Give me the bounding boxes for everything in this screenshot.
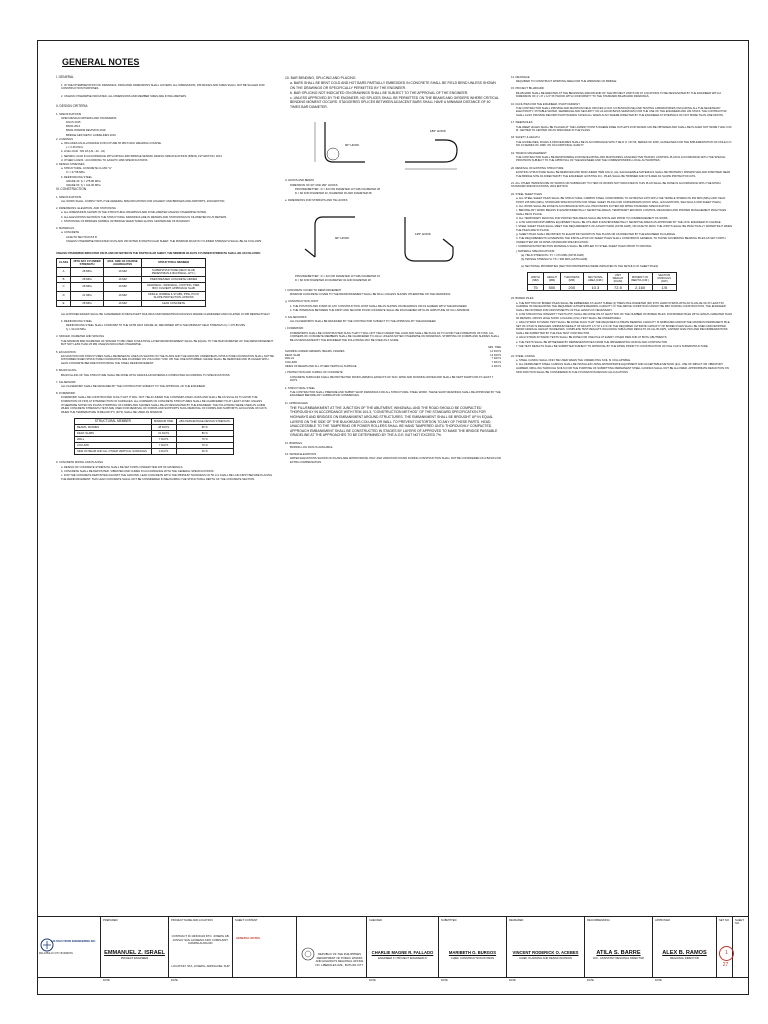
note-item: BORING LOG DATA IS AVAILABLE: [290, 445, 333, 449]
note-item: 9. CONCRETE MIXING AND PLACING: [56, 461, 104, 465]
page-title: GENERAL NOTES: [62, 57, 140, 67]
note-item: d. OTHER LOADS : ACCORDING TO AASHTO 1996 SPECIFICATIONS: [61, 158, 148, 162]
note-item: BILLBOARD SHALL BE ERECTED AT THE BEGINNING AND/OR END OF THE PROJECT LIMITS OR AT LOCATIONS TO BE DESIGNATED BY THE ENGINEER WITH A DIMENSION OF 4' x 8' x 1/4" PLYWOOD WITH CONFORMITY TO THE STANDARD BILLBOARD DRAWINGS.: [516, 91, 721, 99]
note-item: BACKFILLING OF THE STRUCTURE SHALL BE DONE WITH GRANULAR MATERIALS COMPACTED ACCORDING TO SPECIFICATIONS.: [61, 373, 231, 377]
date-label: DATE: [655, 979, 662, 982]
approved-label: APPROVED: [655, 919, 670, 922]
notes-column-3: [511, 76, 733, 375]
table-cell: 30 %: [176, 449, 233, 455]
recommending-cell: [585, 917, 653, 977]
table-header: SECTIONAL AREA (CM²): [583, 273, 608, 285]
hook-detail-drawing: [285, 114, 485, 174]
note-item: GRADE 60: fy = 414.00 MPa: [66, 183, 101, 187]
note-item: THE CONTRACTOR SHALL PREPARE AND SUBMIT SHOP DRAWINGS FOR ALL STRUCTURAL STEEL WORK. THESE SHOP DRAWINGS SHALL BE APPROVED BY THE ENGINEER BEFORE ANY FABRICATION COMMENCES.: [290, 390, 501, 398]
note-item: b. CONCRETE SHALL BE DEPOSITED, VIBRATED AND CURED IN ACCORDANCE WITH THE GENERAL SPECIFICATIONS.: [61, 469, 215, 473]
table-header: STRUCTURAL MEMBER: [142, 258, 206, 267]
note-item: f. THE TEST RESULTS SHALL BE SUBMITTED SUBJECT TO APPROVAL BY THE DPWH PRIOR TO CONSTRUCTION OF PILE CAP & SUPERSTRUCTURE.: [516, 344, 709, 348]
table-cell: 28 DAYS: [151, 425, 176, 431]
section-heading: II. DESIGN CRITERIA: [56, 103, 88, 108]
table-cell: 19 MM: [103, 282, 141, 291]
table-header: STRUCTURAL MEMBER: [75, 419, 152, 425]
table-header: CLASS: [57, 258, 71, 267]
note-item: 4. SPACER, DIAMETER AND SPACING: [56, 335, 105, 339]
sheet-pile-properties-table: [527, 272, 677, 291]
project-location: LOCATION: STA. JOSEPH, ADDISA DEL SUR: [171, 964, 230, 968]
note-item: THE MINIMUM BAR DIAMETER OF SPACER TO BE USED IN MULTIPLE LAYER REINFORCEMENT SHALL BE EQUAL TO THE BAR DIAMETER OF THE REINFORCEMENT BUT NOT LESS THAN 25 MM UNLESS INDICATED OTHERWISE.: [61, 339, 274, 347]
note-item: f. STEEL SHEET PILES SHALL MEET THE REQUIREMENTS OF AASHTO M202 (ASTM A328), OR AASHTO M223. THE JOINTS SHALL BE PRACTICALLY WATERTIGHT WHEN THE PILES ARE IN PLACE.: [516, 225, 733, 232]
table-cell: 200: [561, 285, 583, 291]
project-cell: [169, 917, 233, 977]
note-item: 5. EXCAVATION: [56, 350, 76, 354]
note-item: b. LOW STRAIN PILE INTEGRITY TESTS (PIT) SHALL BE DONE ON AT LEAST 50% OF THE NUMBER OF BORED PILES. FOR BORED PILES WITH LENGTH GREATER THAN 30 METERS, CROSS HOLE SONIC LOGGING (CSL) TEST SHALL BE UNDERTAKEN.: [516, 313, 733, 320]
submitted-role: CHIEF, CONSTRUCTION DIVISION: [450, 957, 495, 960]
note-item: THE CONTRACTOR SHALL PROVIDE AND MAINTAIN FIELD OFFICES (LOCK 3.0 BUNKHOUSE) AND TESTING LABORATORIES (INCLUDING ALL THE NECESSARY ELECTRICITY, POTABLE WATER, SEWERAGE AND SECURITY ON 24-HOUR BASIS SERVICES) FOR THE USE OF THE ENGINEER AND HIS STAFF. THE CONTRACTOR SHALL ALSO PROVIDE RECORD PHOTOGRAPH TAKEN ALL WHEN ALSO WHERE DIRECTED BY THE ENGINEER AT INTERVALS OF NOT MORE THAN ONE MONTH.: [516, 106, 727, 118]
table-cell: LEAN CONCRETE: [142, 300, 206, 306]
note-item: 12. BORINGS: [285, 441, 302, 445]
hook-label: 90° HOOK: [345, 142, 360, 147]
note-item: ALL FALSEWORK SHALL BE DESIGNED BY THE CONTRACTOR SUBJECT TO THE APPROVAL OF THE ENGINEER.: [61, 384, 206, 388]
note-item: 3. MATERIALS: [56, 227, 75, 231]
table-header: SECTION MODULUS (CM³): [652, 273, 676, 285]
table-cell: 28 MPa: [71, 282, 104, 291]
sheet-number-label: SHEET NO.: [735, 919, 744, 925]
note-item: d. HIGH STRAIN DYNAMIC TESTS SHALL BE DONE FOR ONE PILE AT EVERY OTHER PIER AND AT BOTH ABUTMENTS.: [516, 336, 668, 340]
date-label: DATE: [171, 979, 178, 982]
table-cell: B: [57, 276, 71, 282]
note-item: THE WEEP HOLES SHALL BE PLACED AT THE LOWEST POINTS WHERE FREE OUTLETS FOR WATER CAN BE OBTAINED AND SHALL BE PLACED NOT MORE THAN 3.00 M. CENTER TO CENTER OR AS SPECIFIED IN THE PLANS.: [516, 125, 732, 133]
recommending-label: RECOMMENDING: [587, 919, 610, 922]
title-block-divider: [37, 977, 749, 978]
note-paragraph: 2. UNLESS OTHERWISE INDICATED, ALL DIMENSIONS AND MEMBER SIZES ARE IN MILLIMETERS.: [61, 94, 187, 98]
note-item: i. FORMWORK: [285, 327, 304, 331]
date-label: DATE: [509, 979, 516, 982]
prepared-label: PREPARED: [103, 919, 118, 922]
note-item: 17. WEEPHOLES: [511, 121, 533, 125]
note-item: D = 8d FOR DIAMETER 32, DIAMETER 36 AND DIAMETER 38: [295, 191, 372, 195]
recommending-name: ATILA S. BARRE: [596, 950, 641, 956]
firm-logo-cell: [37, 917, 101, 977]
note-item: 1. THE POSITION AND FORM OF ANY CONSTRUCTION JOINT SHALL BE AS SHOWN ON DRAWINGS OR AS AGREED WITH THE ENGINEER.: [290, 304, 468, 308]
table-header: MINIMUM TIME: [151, 419, 176, 425]
table-cell: 7 DAYS: [151, 437, 176, 443]
note-item: b. ALL ELEVATIONS SHOWN IN THE STRUCTURAL DRAWINGS ARE IN METERS AND STATIONINGS IN KILOMETER PLUS METERS.: [61, 215, 227, 219]
table-header: MOMENT OF INERTIA (CM⁴): [628, 273, 652, 285]
schedule-header-label: MIN. TIME: [488, 346, 501, 350]
sheet-number-cell: [733, 917, 749, 977]
note-item: 6. BACKFILLING: [56, 369, 77, 373]
note-item: 20. REMOVAL OF EXISTING STRUCTURE: [511, 166, 564, 170]
table-cell: 19 MM: [103, 300, 141, 306]
agency-name: REPUBLIC OF THE PHILIPPINES DEPARTMENT OF PUBLIC WORKS AND HIGHWAYS REGIONAL OFFICE NO. LIBERALES AVE., BUTUAN CITY: [315, 952, 364, 967]
note-item: THE CONTRACTOR SHALL BE RESPONSIBLE FOR DEVELOPING AND MAINTAINING AN EFFECTIVE TRAFFIC CONTROL PLAN IN ACCORDANCE WITH THE SPECIAL PROVISION SUBJECT TO THE APPROVAL OF THE ENGINEER AND THE CORRESPONDING LOCAL AUTHORITIES.: [516, 155, 726, 163]
note-item: e. LOW GROUND DISTURBING EQUIPMENT SHALL BE UTILIZED IN ENVIRONMENTALLY SENSITIVE AREAS AS APPROVED BY THE CIVIL ENGINEER IN CHARGE.: [516, 221, 722, 225]
note-item: a. DESIGN OF CONCRETE STRENGTH SHALL BE SET FORTH UNDER ITEM 405 OF MATERIALS.: [61, 465, 184, 469]
sheet-total: 27: [722, 962, 729, 968]
hook-label: 90° HOOK: [335, 235, 350, 240]
note-item: c. STATIONING OF BRIDGES NORMAL OF BRIDGE WHEN TAKEN ALONG CENTERLINE OF ROADWAY.: [61, 219, 191, 223]
schedule-time: 14 DAYS: [490, 353, 501, 357]
table-cell: 19 MM: [103, 291, 141, 300]
project-description: CONTRACT ID 19NO0134 DTO, JOSEPH AB, JUNSAY SAN LAURENO FRO CUMPLAINT: DAMPALAUDG RD: [171, 934, 230, 946]
hook-detail-figure: [285, 114, 501, 176]
note-item: THE GUIDELINES, RULES & PROCEDURES SHALL BE IN ACCORDANCE WITH THE D.O. NO 56, SERIES OF 2005, GUIDELINES FOR THE IMPLEMENTATION OF DOLE D.O. NO 13 SERIES OF 1998, ON OCCUPATIONAL SAFETY.: [516, 140, 733, 148]
note-item: j. MATERIAL SPECIFICATIONS:: [516, 249, 555, 253]
date-label: DATE: [441, 979, 448, 982]
note-item: a. THE BOTTOM OF BORED PILES SHALL BE EMBEDDED AT LEAST THREE (3) TIMES PILE DIAMETER (3D) INTO HARD STRATA WITH AN N-VALUE OF AT LEAST 50 CAPABLE OF DEVELOPING THE REQUIRED ULTIMATE BEARING CAPACITY. IF THE ABOVE CONDITION CANNOT BE MET DURING CONSTRUCTION, THE ENGINEER SHALL BE NOTIFIED FOR ADJUSTMENTS OF PILE LENGTH IF NECESSARY.: [516, 301, 726, 312]
agency-cell: [297, 917, 367, 977]
note-item: ALL FALSEWORKS SHALL BE DESIGNED BY THE CONTRACTOR SUBJECT TO THE APPROVAL BY THE ENGINEER.: [290, 320, 437, 324]
note-item: 7. FALSEWORK: [56, 380, 76, 384]
note-item: c. HIGH STRAIN DYNAMIC TEST SHALL BE DONE SUCH THAT THE REQUIRED ULTIMATE BEARING CAPACITY IS MOBILIZED AND/OR THE MAXIMUM PERMANENT PILE SET OF 3/7/20 IS REACHED. MINIMUM WEIGHT OF MOUNT 1.5 TO 2.0 % OF THE REQUIRED ULTIMATE CAPACITY OF BORED PILES SHALL BE USED AND DROPPED FROM GRADUAL HEIGHT INCREASES. COMPLETE TEST RESULTS INCLUDING TABULATED RESULTS OF ALL BLOWS, CAPWAP ANALYSIS AND RECOMMENDATIONS SHALL BE SUBMITTED BY THE PILE TEST CONTRACTOR.: [516, 321, 730, 336]
hook-label: 135° HOOK: [415, 231, 431, 236]
table-header: 28% PERCENTAGE DESIGN STRENGTH: [176, 419, 233, 425]
note-item: WATER ELEVATIONS SHOWN ON PLANS ARE APPROXIMATE ONLY AND VARIATION FOUND DURING CONSTRUCTION SHALL NOT BE CONSIDERED AS A BASIS FOR EXTRA COMPENSATION.: [290, 457, 501, 464]
reviewed-cell: [507, 917, 585, 977]
note-item: a. STRUCTURAL CONCRETE CLASS "A": [61, 167, 112, 171]
sheet-content-label: SHEET CONTENT: [235, 919, 258, 922]
table-cell: 72.5: [608, 285, 629, 291]
schedule-time: 7 DAYS: [491, 361, 501, 365]
table-cell: 28 MPa: [71, 300, 104, 306]
table-cell: 3 DAYS: [151, 449, 176, 455]
note-item: b. ALL WORK SHALL BE DONE IN ACCORDANCE WITH ALL PROVISIONS IN ITEM 406 DPWH STANDARD SPECIFICATION.: [516, 204, 671, 208]
schedule-member: DECK SLAB: [285, 353, 301, 357]
checked-label: CHECKED: [369, 919, 383, 922]
title-block: [37, 916, 749, 996]
table-cell: 10.3: [583, 285, 608, 291]
notes-column-2: [285, 76, 501, 465]
note-item: c. FOR THE CONCRETE DEPOSITED AGAINST THE GROUND, LEAN CONCRETE WITH THE MINIMUM THICKNESS OF 50 mm SHALL BE LAID FIRST BEFORE PLACING THE REINFORCEMENT. THIS LEAN CONCRETE SHALL NOT BE CONSIDERED IN MEASURING THE STRUCTURAL DEPTH OF THE CONCRETE SECTION.: [61, 473, 273, 481]
table-cell: 1/5: [652, 285, 676, 291]
note-item: 24. STEEL CASING: [511, 354, 535, 358]
table-cell: 500: [543, 285, 560, 291]
note-item: h. FALSEWORKS: [285, 316, 307, 319]
concrete-class-table: [56, 258, 206, 307]
table-cell: HEADWALL, WINGWALL, FOOTING, PIER, BOX CULVERT, APPROACH SLAB: [142, 282, 206, 291]
firm-address: MALAYBALAY CITY, BUKIDNON: [39, 953, 73, 955]
note-item: 23. BORED PILES: [511, 297, 534, 301]
note-paragraph: 1. IN THE INTERPRETATION OF DRAWINGS, INDICATED DIMENSIONS SHALL GOVERN. ALL DIMENSIONS, DISTANCES AND SIZES SHALL NOT BE SCALED FOR CONSTRUCTION PURPOSES.: [61, 83, 265, 91]
note-item: g. CONSTRUCTION JOINT: [285, 300, 319, 304]
table-cell: 21 DAYS: [151, 431, 176, 437]
note-item: 2. LOADINGS: [56, 137, 73, 141]
table-header: UNIT WEIGHT (KG/M): [608, 273, 629, 285]
note-item: 2. DIMENSIONS, ELEVATION, AND STATIONING: [56, 207, 116, 211]
note-item: a. BARS SHALL BE BENT COLD AND HOT BARS PARTIALLY EMBEDDED IN CONCRETE SHALL BE FIELD BEND UNLESS SHOWN ON THE DRAWINGS OR SPECIFICALLY PERMITTED BY THE ENGINEER.: [290, 81, 496, 90]
note-item: MINIMUM CONCRETE COVER TO THE REINFORCEMENT SHALL BE 50mm UNLESS SHOWN OTHERWISE ON THE DRAWINGS.: [290, 293, 452, 297]
approved-role: REGIONAL DIRECTOR: [670, 957, 699, 960]
note-item: j. PROTECTION AND CURING OF CONCRETE: [285, 371, 343, 375]
schedule-row: [285, 365, 501, 369]
note-item: a. INCLUDES AN ALLOWANCE FOR FUTURE 50 MM THICK WEARING COURSE.: [61, 141, 162, 145]
note-item: b. REINFORCING STEEL: [61, 319, 93, 323]
note-item: 8. FORMWORK: [56, 392, 76, 396]
table-cell: 28 MPa: [71, 267, 104, 276]
schedule-time: 7 DAYS: [491, 357, 501, 361]
note-item: 18. SAFETY & HEALTH: [511, 136, 540, 140]
note-item: 2. THE INTERFACE BETWEEN THE FIRST AND SECOND POUR CONCRETE SHALL BE ROUGHENED WITH AN AMPLITUDE OF 6mm MINIMUM.: [290, 308, 470, 312]
sheet-number: 1: [719, 946, 734, 961]
note-item: 1. SPECIFICATIONS: [56, 112, 82, 116]
schedule-member: SIDES OF BEAMS AND ALL OTHER VERTICAL SURFACE: [285, 364, 357, 368]
table-header: HEIGHT (MM): [543, 273, 560, 285]
note-item: k. STRUCTURAL STEEL: [285, 386, 316, 390]
note-item: AASHTO SECTION 8.8 R: [66, 235, 97, 239]
note-item: PROVIDE/BETTER : D = 6d FOR DIAMETER 10 THRU DIAMETER 28: [295, 187, 380, 191]
note-item: ALL WORK SHALL COMPLY WITH THE GENERAL SPECIFICATIONS FOR HIGHWAY AND BRIDGES AND AIRPORTS, 2019 EDITION.: [61, 200, 226, 204]
table-cell: WALL: [75, 437, 152, 443]
note-item: PROVIDE/BETTER : D = 6d FOR DIAMETER 10 THRU DIAMETER 16: [295, 274, 380, 278]
schedule-time: 14 DAYS: [490, 349, 501, 353]
note-item: b. LIVE LOAD : MS 18 (HS - 20 - 44): [61, 150, 105, 154]
note-item: i. CORROSION PROTECTION MATERIALS SHALL BE APPLIED TO STEEL SHEET PILES PRIOR TO DRIVING.: [516, 245, 653, 249]
note-item: UNLESS OTHERWISE INDICATED ON PLANS OR NOTED IN PARTICULAR SHEET, THE MINIMUM 28-DAYS CYLINDER STRENGTH SHALL BE AS FOLLOWS:: [66, 239, 262, 243]
note-item: 19. TRAFFIC MANAGEMENT: [511, 151, 547, 155]
approved-cell: [653, 917, 717, 977]
approved-name: ALEX B. RAMOS: [662, 950, 707, 956]
note-item: c. BEFORE ANY WORK BEGINS IN ENVIRONMENTALLY SENSITIVE AREAS, TEMPORARY EROSION CONTROL MEASURES AND PROPER MANAGEMENT PRACTICES SHALL BE IN PLACE.: [516, 208, 727, 216]
set-number-label: SET NO.: [719, 919, 730, 922]
table-cell: 21 MPa: [71, 291, 104, 300]
date-label: DATE: [587, 979, 594, 982]
note-item: 16. FACILITIES FOR THE ENGINEER / PHOTOGRAPHY: [511, 102, 581, 106]
note-item: FORMWORK SHALL BE CONSTRUCTED SUCH THAT IT WILL NOT YIELD UNDER THE CONTEMPLATED LOADS AND SHALL BE AS SUCH AS TO AVOID THE FORMATION OF FINS AT INTERSECTION OF SURFACES. ALL CORNERS OF CONCRETE STRUCTURES SHALL BE CHAMFERED TO AT LEAST 20 MM. UNLESS OTHERWISE NOTED ON PLANS STRIPPING OF FORMS AND SHORES SHALL BE AS DESIGNATED BY THE ENGINEER. THE FOLLOWING WERE USED AS GUIDE WHEN CONCRETE STRENGTH TEST ARE USED FOR REMOVAL OF FORMS AND SUPPORTS SUCH REMOVAL OF FORMS AND SUPPORTS. EXCLUSIVE OF DAYS WHEN THE TEMPERATURE IS BELOW 5°C (40°F) SHALL BE USED AS MINIMUM.: [61, 396, 267, 415]
prepared-role: PROJECT ENGINEER: [120, 957, 149, 960]
note-item: a. ALL DIMENSIONS SHOWN IN THE STRUCTURAL DRAWINGS ARE IN MILLIMETER UNLESS OTHERWISE NOTED.: [61, 211, 207, 215]
note-item: 1. SPECIFICATIONS: [56, 195, 82, 199]
table-cell: 80 %: [176, 431, 233, 437]
table-cell: 2,160: [628, 285, 652, 291]
table-cell: D: [57, 291, 71, 300]
note-item: b. REINFORCING STEEL: [61, 175, 93, 179]
table-cell: SINGLE, RUBBLE & STUBS, PIPE, PCCP, SLOPE PROTECTION, APRONS: [142, 291, 206, 300]
submitted-cell: [439, 917, 507, 977]
note-item: REQUIRED TO CONSTRUCT WORKING AREA FOR THE WIDENING OF BRIDGE.: [516, 80, 618, 84]
table-cell: PRESTRESSED CONCRETE GIRDER: [142, 276, 206, 282]
firm-name: LOI SOLUTIONS ENGINEERING INC.: [51, 940, 96, 943]
note-item: GRADE 40: fy = 275.80 MPa: [66, 179, 101, 183]
stirrup-detail-figure: [285, 207, 501, 271]
note-item: a. STEEL CASING SHALL ONLY BE USED WHEN THE UNDERLYING SOIL IS COLLAPSIBLE.: [516, 359, 631, 363]
table-cell: C: [57, 282, 71, 291]
checked-role: ENGINEER II / PROJECT ENGINEER III: [378, 957, 427, 960]
note-item: D = 8d FOR DIAMETER 20 DIAMETER 32 AND DIAMETER 28: [295, 278, 371, 282]
schedule-member: SHORING UNDER GIRDERS, BEAMS, FRAMES: [285, 349, 345, 353]
table-cell: DECK SLABS: [75, 431, 152, 437]
note-item: b. ALL PERMANENT STEEL CASINGS SHALL BE INSTALLED USING APPROPRIATE EQUIPMENT AND ACCEPTABLE METHOD (E.G. USE OF IMPACT OR VIBRATORY HAMMER, DRILLING THROUGH SOILS) FOR THE PURPOSE OF SUBMITTING PERMANENT STEEL CASINGS SHALL NOT BE ALLOWED. APPROPRIATE REDUCTION ON SKIN FRICTION SHALL BE CONSIDERED IN THE FOUNDATION DESIGN CALCULATIONS.: [516, 363, 729, 374]
table-cell: 75: [528, 285, 544, 291]
note-item: 21. ALL OTHER ITEMS/SCOPE OF WORKS OR SUBSIDIARY TO ITEM OF WORKS NOT INDICATED IN THIS PLAN SHALL BE DONE IN ACCORDANCE WITH THE DPWH STANDARD SPECIFICATIONS, 2019 EDITION.: [511, 181, 721, 189]
note-item: (b) TENSILE STRENGTH: TS = 390 MPA (ASTM A328): [521, 257, 588, 261]
note-item: 11. APPROACHES: [285, 401, 308, 405]
note-item: e. THE TESTS SHALL BE WITNESSED BY REPRESENTATIVES FROM THE IMPLEMENTING OFFICE AND CONTRACTOR.: [516, 340, 668, 344]
table-cell: E: [57, 300, 71, 306]
table-row: [57, 282, 206, 291]
note-item: h. THE REQUIREMENTS GOVERNING THE INSTALLATION OF SHEET PILES SHALL CONFORM IN GENERAL TO THOSE GOVERNING BEARING PILES AS SET FORTH UNDER ITEM 400 OF DPWH STANDARD SPECIFICATION.: [516, 237, 726, 245]
note-item: b. BAR SPLICING NOT INDICATED ON DRAWINGS SHALL BE SUBJECT TO THE APPROVAL OF THE ENGINEER.: [290, 90, 469, 95]
section-heading: I. GENERAL: [56, 75, 74, 79]
sheet-content-cell: [233, 917, 297, 977]
prepared-cell: [101, 917, 169, 977]
sheet-content-value: GENERAL NOTES: [236, 936, 261, 940]
note-item: 10. BAR BENDING, SPLICING AND PLACING: [285, 76, 356, 80]
note-item: 22. STEEL SHEET PILES: [511, 192, 542, 196]
note-item: BSDS INTERIM REVISION 2019: [66, 129, 106, 133]
note-item: FORMWORKS SHALL BE CONSTRUCTED SUCH THAT IT WILL NOT YIELD UNDER THE LOAD AND SHALL BE SUCH AS TO AVOID THE FORMATION OF FINS. ALL CORNERS OF CONCRETE MEMBERS SHALL BE CHAMFERED TO 20mm UNLESS NOTED OTHERWISE ON DRAWINGS. STRIPPING OF FORMS AND SHORES SHALL BE AS DESIGNATED BY THE ENGINEER THE FOLLOWING MAY BE USED AS A GUIDE: [290, 331, 500, 343]
notes-column-1: [56, 76, 274, 482]
table-row: [57, 300, 206, 306]
table-cell: BEAMS, FRAMES: [75, 425, 152, 431]
reviewed-role: CHIEF, PLANNING AND DESIGN DIVISION: [519, 957, 572, 960]
table-row: [75, 449, 234, 455]
table-caption: UNLESS OTHERWISE INDICATED ON PLANS OR NOTED IN THE PARTICULAR SHEET, THE MINIMUM 28-DAYS CYLINDER STRENGTH SHALL BE AS FOLLOWS:: [56, 251, 261, 255]
note-item: g. SHEET PILES SHALL BE DRIVEN TO ELEVATION SHOWN IN THE PLANS OR AS DIRECTED BY THE ENGINEER IN-CHARGE.: [516, 233, 676, 237]
note-item: ALL EXPOSED EDGES SHALL BE CHAMFERED 20 MM EXCEPT RAILINGS AND PEDESTRIAN RAILINGS WHERE CHAMFERED AND FILLETED 10 MM RESPECTIVELY.: [61, 312, 271, 316]
date-label: DATE: [103, 979, 110, 982]
table-cell: SUPERSTRUCTURE (DECK SLAB, PEDESTRIAN & BACKWALL, ETC.): [142, 267, 206, 276]
table-row: [528, 285, 677, 291]
table-header: WIDTH (MM): [528, 273, 544, 285]
note-item: 15. PROJECT BILLBOARD: [511, 87, 544, 91]
reviewed-name: VINCENT RODERICK O. ACEBES: [512, 950, 579, 955]
note-item: EXCAVATION FOR STRUCTURES SHALL BE BENEATH LINES AS SHOWN ON THE PLANS AND THE GROUND UNDERNEATH STRUCTURE FOUNDATION SHALL NOT BE DISTURBED WHEN STRUCTURE FOUNDATION ARE FOUNDED ON VOLCANIC TUFF OR THE ONE DISTURBED, GRADE SHALL BE REMOVED AND PLUGGED WITH LEAN CONCRETE BEFORE POSITIONING THE STEEL REINFORCEMENT.: [61, 354, 274, 366]
note-item: d. ALL TEMPORARY FENCING FOR PROTECTED AREAS SHALL BE INSTALLED PRIOR TO COMMENCEMENT OF WORK.: [516, 216, 669, 220]
table-cell: COLUMN: [75, 443, 152, 449]
prepared-name: EMMANUEL Z. ISRAEL: [104, 950, 165, 956]
note-item: c. UNLESS APPROVED BY THE ENGINEER, NO SPLICES SHALL BE PERMITTED ON THE BEAMS AND GIRDERS WHERE CRITICAL BENDING MOMENT OCCURS. STAGGERED SPLICES BETWEEN ADJACENT BARS SHALL HAVE A MINIMUM DISTANCE OF 40 TIMES BAR DIAMETER.: [290, 95, 499, 110]
note-item: a. ALL STEEL SHEET PILES SHALL BE STRUCTURAL CARBON STEEL CONFORMING TO ASTM/JIS/A 1979 WITH THE TENSILE STRENGTH 390 MPA (MPa) AND YIELD POINT 235 MPA (MPa), STANDARD SPECIFICATION FOR STEEL SHEET PILING FOR COFFERDAMS (DOCK WALL, EXCAVATIONS, SEA WALLS AND SHEET PILES).: [516, 196, 726, 204]
table-row: [57, 291, 206, 300]
note-item: f'c = 27.58 MPa: [66, 171, 85, 175]
note-item: REINFORCING STEEL SHALL CONFORM TO THE ASTM A615 GRADE 40, DEFORMED WITH THE MINIMUM YIELD STRENGTH fy = 275.80 MPa: [66, 324, 245, 328]
note-item: DIMENSION OF 90° AND 180° HOOKS: [290, 183, 338, 187]
checked-name: CHARLIE MAGNE R. FALLADO: [371, 950, 434, 955]
table-cell: SIDE OF BEAM AND ALL OTHER VERTICAL SURFACES: [75, 449, 152, 455]
note-item: DGCS 2015: [66, 120, 81, 124]
note-item: BSDS 2013: [66, 125, 81, 129]
note-item: 13. WATER ELEVATIONS: [285, 452, 317, 456]
table-cell: A: [57, 267, 71, 276]
table-header: 28TH DAY CYLINDER STRENGTH: [71, 258, 104, 267]
submitted-label: SUBMITTED: [441, 919, 457, 922]
note-item: f. CONCRETE COVER TO REINFORCEMENT: [285, 288, 342, 292]
note-item: fy = 414.00 MPa: [66, 328, 86, 332]
table-cell: 19 MM: [103, 267, 141, 276]
table-header: THICKNESS (MM): [561, 273, 583, 285]
note-item: d. HOOKS AND BENDS: [285, 179, 314, 183]
table-cell: 28 MPa: [71, 276, 104, 282]
checked-cell: [367, 917, 439, 977]
note-item: THE FILL/EMBANKMENT AT THE JUNCTION OF THE ABUTMENT, WINGWALL AND THE ROAD SHOULD BE COMPACTED THOROUGHLY IN ACCORDANCE WITH ITEM 104-3, "CONSTRUCTION METHOD" OF THE STANDARD SPECIFICATION FOR HIGHWAYS AND BRIDGES ON EMBANKMENT AROUND STRUCTURES. THE EMBANKMENT SHALL BE BROUGHT UP IN EQUAL LAYERS ON THE SIDE OF THE BULKHEADS COLUMN OR WALL TO PREVENT DISTORTION TO ANY OF THESE PARTS. HEAD UNACCESSIBLE TO THE TAMPERING OR POWER ROLLERS SHALL BE HAND TAMPERED UNTIL THOROUGHLY COMPACTED. APPROACH EMBANKMENT SHALL BE CONSTRUCTED IN STAGES BY LAYERS OF APPROVED TO MAKE THE BRIDGE PASSABLE GRADELINE AT THE APPROACHES TO BE DETERMINED BY THE A.O.E. BUT NOT EXCEED 7%.: [290, 405, 498, 438]
table-cell: 70 %: [176, 443, 233, 449]
schedule-member: WALLS: [285, 357, 295, 361]
note-item: EXISTING STRUCTURE SHALL BE REMOVED AND PAID UNDER ITEM 101(1). ALL SALVAGEABLE MATERIALS SHALL BE PROPERLY DISMANTLED AND DISPOSED NEAR THE BRIDGE SITE AS DIRECTED BY THE ENGINEER. EXISTING R.C. PILES SHALL BE TRIMMED AND UTILIZED AS SLOPE PROTECTION AT/1.: [516, 170, 731, 178]
section-heading: III. CONSTRUCTION: [56, 187, 87, 192]
note-item: γ = 2.36 KN/m: [66, 146, 84, 150]
formwork-removal-table: [74, 418, 234, 455]
project-label: PROJECT NAME AND LOCATION: [171, 919, 213, 922]
hook-label: 180° HOOK: [430, 128, 446, 133]
schedule-time: 2 DAYS: [491, 364, 501, 368]
submitted-name: MARIBETH O. BURGOS: [448, 950, 497, 955]
reviewed-label: REVIEWED: [509, 919, 524, 922]
table-row: [57, 267, 206, 276]
note-item: (c) SECTIONAL PROPERTIES (SECTION PROPERTIES WERE INDICATED IN THE DETAILS OF SHEET PILES): [521, 265, 659, 269]
table-cell: 7 DAYS: [151, 443, 176, 449]
note-item: (a) YIELD STRENGTH: FY = 270 MPA (ASTM A328): [521, 253, 584, 257]
note-item: OPEN DESIGN CRITERIA AND STANDARDS:: [61, 116, 117, 120]
note-item: 3. DESIGN STRESSES: [56, 162, 85, 166]
recommending-role: OIC - ASSISTANT REGIONAL DIRECTOR: [593, 957, 644, 960]
table-cell: 70 %: [176, 437, 233, 443]
table-cell: 80 %: [176, 425, 233, 431]
note-item: BRIDGE AESTHETIC GUIDELINES 2019: [66, 133, 116, 137]
table-cell: 19 MM: [103, 276, 141, 282]
note-item: e. DIMENSIONS FOR STIRRUPS AND TIE HOOKS: [285, 199, 348, 203]
note-item: CONCRETE SURFACES SHALL BE PROTECTED FROM HARMFUL EFFECTS OF SUN, WIND AND RUNNING WATER AND SHALL BE KEPT DAMP FOR AT LEAST 7 DAYS.: [290, 375, 494, 383]
table-header: MAX. SIZE OF COARSE AGGREGATES: [103, 258, 141, 267]
schedule-member: COLUMN: [285, 361, 297, 365]
stirrup-detail-drawing: [285, 207, 485, 269]
note-item: a. CONCRETE: [61, 231, 80, 235]
note-item: 14. DRAINAGE: [511, 76, 530, 79]
date-label: DATE: [369, 979, 376, 982]
dpwh-seal-icon: [301, 947, 315, 961]
note-item: c. SEISMIC LOAD IN ACCORDANCE WITH DPWH LRFD BRIDGE SEISMIC DESIGN SPECIFICATIONS (BSDS) 1ST EDITION, 2013: [61, 154, 222, 158]
